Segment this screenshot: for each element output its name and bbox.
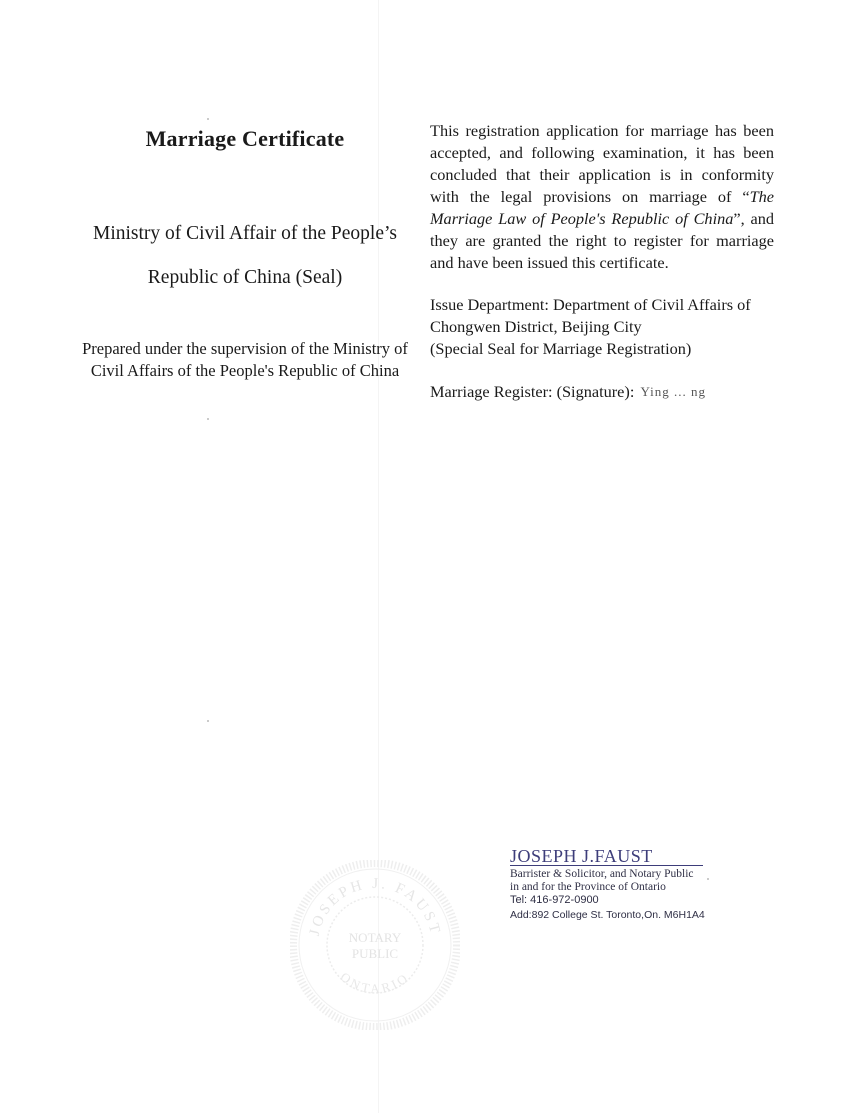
marriage-register bbox=[430, 381, 774, 403]
seal-bottom-text: ONTARIO bbox=[337, 969, 413, 997]
issue-line-1: Issue Department: Department of Civil Affairs of bbox=[430, 295, 751, 314]
issue-line-3: (Special Seal for Marriage Registration) bbox=[430, 339, 692, 358]
register-signature: Ying ... ng bbox=[640, 384, 706, 399]
seal-center-text-1: NOTARY bbox=[348, 930, 402, 945]
seal-outer-text: JOSEPH J. FAUST bbox=[306, 875, 444, 938]
notary-telephone: Tel: 416-972-0900 bbox=[510, 894, 599, 906]
certificate-title: Marriage Certificate bbox=[145, 126, 345, 151]
seal-center-text-2: PUBLIC bbox=[351, 946, 399, 961]
notary-stamp bbox=[510, 847, 720, 922]
notary-address: Add:892 College St. Toronto,On. M6H1A4 bbox=[510, 909, 705, 921]
register-label: Marriage Register: (Signature): bbox=[430, 382, 635, 401]
registration-statement bbox=[430, 120, 774, 274]
ministry-line-2: Republic of China (Seal) bbox=[147, 267, 343, 288]
notary-province-line: in and for the Province of Ontario bbox=[510, 881, 666, 893]
ministry-line-1: Ministry of Civil Affair of the People’s bbox=[92, 223, 398, 244]
issue-line-2: Chongwen District, Beijing City bbox=[430, 317, 642, 336]
statement-text-before: This registration application for marriage has been accepted, and following examination, it has been concluded that their application is in conformity with the legal provisions on marriage of “ bbox=[430, 121, 774, 206]
certificate-details bbox=[430, 120, 774, 403]
law-title: The Marriage Law of People's Republic of China bbox=[430, 187, 774, 228]
embossed-notary-seal bbox=[290, 860, 460, 1030]
prepared-line-1: Prepared under the supervision of the Ministry of bbox=[82, 339, 408, 358]
scan-speck bbox=[207, 720, 209, 722]
prepared-line-2: Civil Affairs of the People's Republic of China bbox=[90, 361, 400, 380]
statement-text-after: ”, and they are granted the right to register for marriage and have been issued this certificate. bbox=[430, 209, 775, 272]
notary-title-line: Barrister & Solicitor, and Notary Public bbox=[510, 868, 694, 880]
ministry-seal-text bbox=[80, 212, 410, 300]
scan-speck bbox=[207, 118, 209, 120]
notary-name: JOSEPH J.FAUST bbox=[510, 847, 703, 866]
issue-department bbox=[430, 294, 774, 360]
scan-speck bbox=[207, 418, 209, 420]
scan-speck bbox=[707, 878, 709, 880]
prepared-by-text bbox=[70, 338, 420, 382]
